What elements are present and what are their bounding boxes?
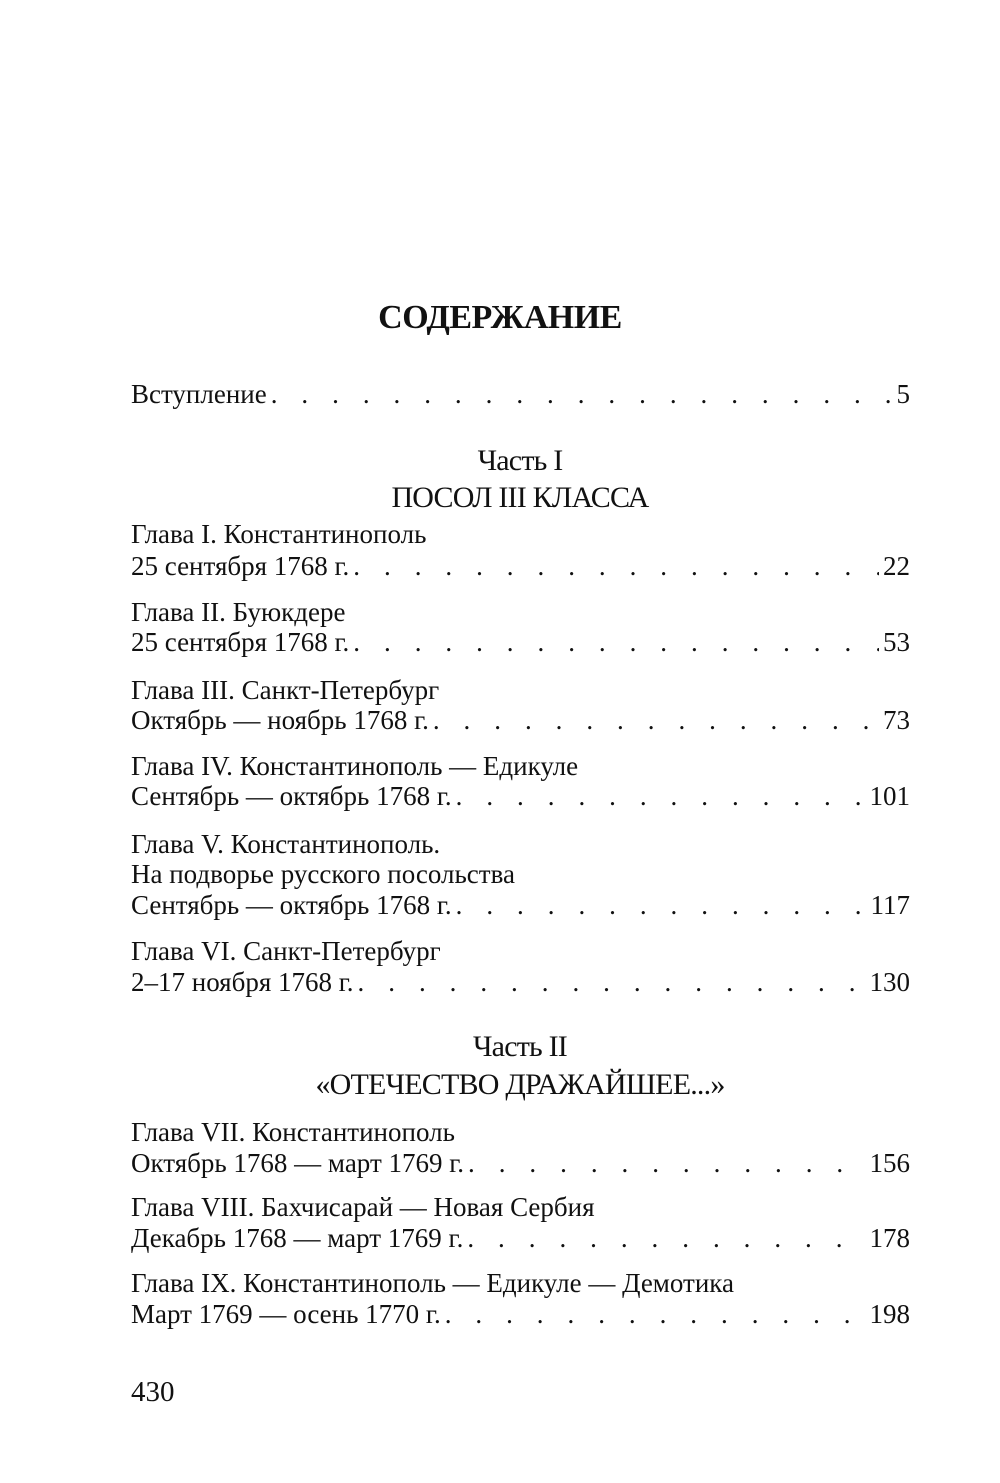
chapter-title: Глава VIII. Бахчисарай — Новая Сербия bbox=[131, 1192, 595, 1222]
chapter-date: 25 сентября 1768 г. bbox=[131, 551, 350, 581]
part-label: Часть II bbox=[472, 1030, 567, 1063]
toc-entry bbox=[131, 624, 910, 660]
chapter-date: Октябрь — ноябрь 1768 г. bbox=[131, 705, 429, 735]
dot-leader bbox=[271, 376, 893, 412]
part-title: ПОСОЛ III КЛАССА bbox=[391, 481, 649, 514]
chapter-date: Декабрь 1768 — март 1769 г. bbox=[131, 1223, 464, 1253]
chapter-subtitle: На подворье русского посольства bbox=[131, 859, 515, 889]
chapter-title: Глава IX. Константинополь — Едикуле — Демотика bbox=[131, 1268, 734, 1298]
chapter-date: Сентябрь — октябрь 1768 г. bbox=[131, 890, 452, 920]
dot-leader bbox=[445, 1296, 866, 1332]
chapter-date: Сентябрь — октябрь 1768 г. bbox=[131, 781, 452, 811]
chapter-title: Глава IV. Константинополь — Едикуле bbox=[131, 751, 579, 781]
page-folio-number: 430 bbox=[131, 1376, 175, 1408]
page-number: 22 bbox=[883, 551, 910, 581]
dot-leader bbox=[456, 778, 866, 814]
page-number: 117 bbox=[870, 890, 910, 920]
page-number: 198 bbox=[869, 1299, 910, 1329]
chapter-title: Глава VII. Константинополь bbox=[131, 1117, 455, 1147]
page-number: 156 bbox=[869, 1148, 910, 1178]
page-number: 178 bbox=[869, 1223, 910, 1253]
part-title: «ОТЕЧЕСТВО ДРАЖАЙШЕЕ...» bbox=[315, 1068, 725, 1101]
chapter-date: Октябрь 1768 — март 1769 г. bbox=[131, 1148, 465, 1178]
toc-entry-intro bbox=[131, 376, 910, 412]
page-number: 5 bbox=[896, 379, 910, 409]
part-label: Часть I bbox=[477, 444, 563, 477]
page-number: 53 bbox=[883, 627, 910, 657]
entry-title: Вступление bbox=[131, 379, 267, 409]
chapter-date: 2–17 ноября 1768 г. bbox=[131, 967, 354, 997]
toc-entry bbox=[131, 702, 910, 738]
chapter-title: Глава I. Константинополь bbox=[131, 519, 427, 549]
toc-entry bbox=[131, 1145, 910, 1181]
chapter-date: 25 сентября 1768 г. bbox=[131, 627, 350, 657]
dot-leader bbox=[433, 702, 879, 738]
toc-entry bbox=[131, 964, 910, 1000]
chapter-title: Глава V. Константинополь. bbox=[131, 829, 441, 859]
chapter-title: Глава III. Санкт-Петербург bbox=[131, 675, 440, 705]
dot-leader bbox=[456, 887, 867, 923]
chapter-date: Март 1769 — осень 1770 г. bbox=[131, 1299, 441, 1329]
dot-leader bbox=[467, 1220, 865, 1256]
dot-leader bbox=[353, 548, 879, 584]
page-title: СОДЕРЖАНИЕ bbox=[378, 299, 622, 336]
toc-entry bbox=[131, 548, 910, 584]
toc-entry bbox=[131, 887, 910, 923]
chapter-title: Глава VI. Санкт-Петербург bbox=[131, 936, 441, 966]
page-number: 101 bbox=[869, 781, 910, 811]
dot-leader bbox=[358, 964, 866, 1000]
page-number: 73 bbox=[883, 705, 910, 735]
toc-entry bbox=[131, 1220, 910, 1256]
dot-leader bbox=[353, 624, 879, 660]
page-number: 130 bbox=[869, 967, 910, 997]
toc-entry bbox=[131, 778, 910, 814]
toc-entry bbox=[131, 1296, 910, 1332]
chapter-title: Глава II. Буюкдере bbox=[131, 597, 346, 627]
dot-leader bbox=[468, 1145, 865, 1181]
